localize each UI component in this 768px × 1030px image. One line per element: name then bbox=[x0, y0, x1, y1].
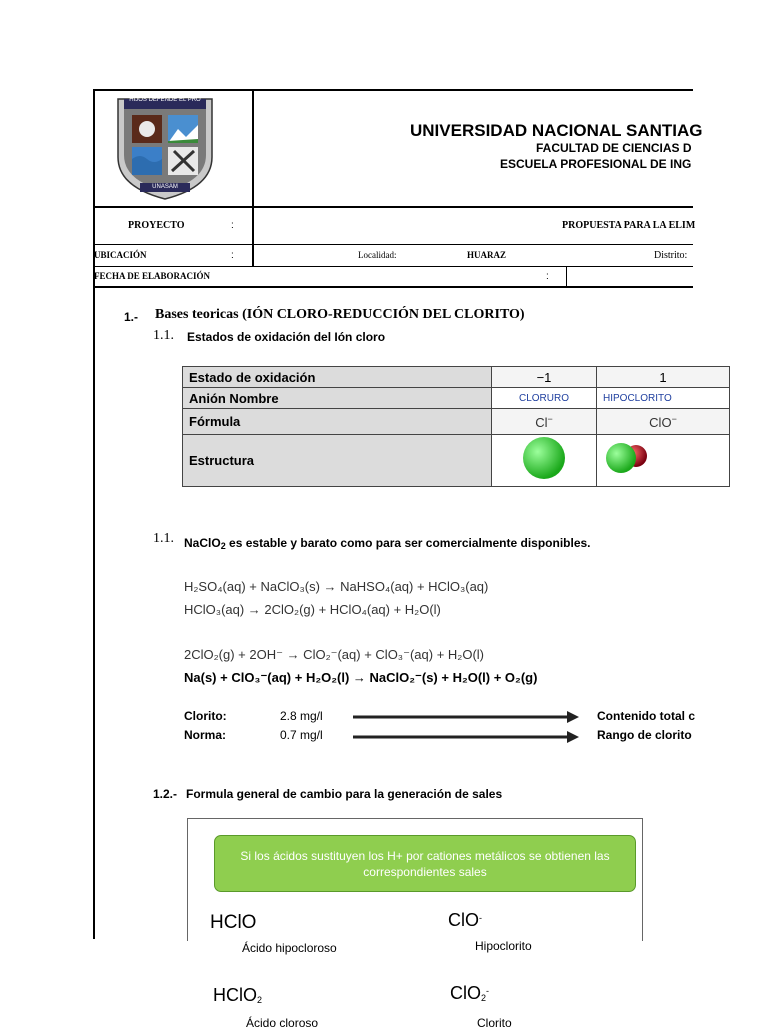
chloride-sphere bbox=[521, 435, 567, 481]
equation-4: Na(s) + ClO₃⁻(aq) + H₂O₂(l) → NaClO₂⁻(s) + H₂O(l) + O₂(g) bbox=[184, 670, 538, 685]
salt-clo-name: Hipoclorito bbox=[475, 939, 532, 953]
formula-hipoclorito bbox=[597, 409, 730, 435]
salt-clo-base: ClO bbox=[448, 910, 479, 930]
fecha-divider bbox=[566, 266, 567, 286]
ubicacion-colon: : bbox=[231, 250, 234, 261]
logo-divider bbox=[252, 89, 254, 267]
acid-hclo2-name: Ácido cloroso bbox=[246, 1016, 319, 1030]
salt-clo bbox=[448, 910, 482, 931]
equation-2: HClO₃(aq) → 2ClO₂(g) + HClO₄(aq) + H₂O(l) bbox=[184, 602, 441, 617]
label-formula: Fórmula bbox=[183, 409, 492, 435]
frame-top-border bbox=[93, 89, 693, 91]
localidad-value: HUARAZ bbox=[467, 250, 507, 260]
name-hipoclorito: HIPOCLORITO bbox=[597, 388, 730, 409]
acid-hclo2-subscript: 2 bbox=[257, 995, 263, 1005]
salt-clo2-name: Clorito bbox=[477, 1016, 512, 1030]
naclo2-subscript: 2 bbox=[220, 541, 226, 551]
school-title: ESCUELA PROFESIONAL DE ING bbox=[500, 157, 692, 171]
naclo2-description: es estable y barato como para ser comercialmente disponibles. bbox=[225, 536, 591, 550]
norma-label: Norma: bbox=[184, 728, 227, 742]
formula-cloruro-base: Cl bbox=[535, 414, 548, 430]
equation-3: 2ClO₂(g) + 2OH⁻ → ClO₂⁻(aq) + ClO₃⁻(aq) + H₂O(l) bbox=[184, 647, 484, 662]
section-naclo2-number: 1.1. bbox=[153, 531, 174, 546]
name-cloruro: CLORURO bbox=[492, 388, 597, 409]
section1-title: Bases teoricas (IÓN CLORO-REDUCCIÓN DEL CLORITO) bbox=[155, 307, 525, 322]
acid-hclo: HClO bbox=[210, 912, 257, 933]
hypochlorite-molecule bbox=[603, 438, 653, 478]
naclo2-formula: NaClO bbox=[184, 536, 221, 550]
salt-clo2-base: ClO bbox=[450, 983, 481, 1003]
salt-clo2-charge: - bbox=[486, 986, 490, 996]
faculty-title: FACULTAD DE CIENCIAS D bbox=[536, 141, 692, 155]
section1-2-title: Formula general de cambio para la generación de sales bbox=[186, 787, 503, 801]
salt-clo2-subscript: 2 bbox=[481, 993, 487, 1003]
salts-banner-text: Si los ácidos sustituyen los H+ por cationes metálicos se obtienen las correspondientes sales bbox=[240, 848, 610, 879]
oxidation-table bbox=[182, 366, 730, 487]
fecha-bottom-border bbox=[93, 286, 693, 288]
label-estado: Estado de oxidación bbox=[183, 367, 492, 388]
formula-hipoclorito-base: ClO bbox=[649, 414, 672, 430]
row-formula bbox=[183, 409, 730, 435]
acid-hclo-name: Ácido hipocloroso bbox=[242, 941, 337, 955]
formula-hipoclorito-charge: − bbox=[671, 413, 677, 424]
university-title: UNIVERSIDAD NACIONAL SANTIAG bbox=[410, 121, 703, 140]
salt-clo2 bbox=[450, 983, 489, 1004]
clorito-label: Clorito: bbox=[184, 709, 227, 723]
norma-value: 0.7 mg/l bbox=[280, 728, 323, 742]
salt-clo-charge: - bbox=[479, 913, 482, 923]
clorito-result: Contenido total c bbox=[597, 709, 695, 723]
label-anion: Anión Nombre bbox=[183, 388, 492, 409]
university-logo bbox=[114, 95, 216, 201]
acid-hclo2-base: HClO bbox=[213, 985, 257, 1005]
logo-top-text: HIJOS DEFENDE EL PRO bbox=[129, 97, 201, 103]
acid-hclo2 bbox=[213, 985, 262, 1006]
proyecto-bottom-border bbox=[93, 244, 693, 245]
row-oxidation-state bbox=[183, 367, 730, 388]
norma-result: Rango de clorito bbox=[597, 728, 692, 742]
fecha-colon: : bbox=[546, 271, 549, 282]
structure-cloruro bbox=[492, 435, 597, 487]
ubicacion-bottom-border bbox=[93, 266, 693, 267]
structure-hipoclorito bbox=[597, 435, 730, 487]
header-bottom-border bbox=[93, 206, 693, 208]
equation-1: H₂SO₄(aq) + NaClO₃(s) → NaHSO₄(aq) + HClO₃(aq) bbox=[184, 579, 489, 594]
proyecto-label: PROYECTO bbox=[128, 220, 185, 231]
clorito-value: 2.8 mg/l bbox=[280, 709, 323, 723]
state-hipoclorito: 1 bbox=[597, 367, 730, 388]
label-estructura: Estructura bbox=[183, 435, 492, 487]
section-naclo2-title bbox=[184, 536, 591, 551]
proyecto-value: PROPUESTA PARA LA ELIM bbox=[562, 220, 696, 231]
formula-cloruro-charge: − bbox=[547, 413, 553, 424]
section1-1-number: 1.1. bbox=[153, 328, 174, 343]
section1-1-title: Estados de oxidación del Ión cloro bbox=[187, 330, 386, 344]
row-anion-name bbox=[183, 388, 730, 409]
logo-bottom-text: UNASAM bbox=[152, 184, 178, 190]
section1-2-number: 1.2.- bbox=[153, 787, 178, 801]
state-cloruro: −1 bbox=[492, 367, 597, 388]
proyecto-colon: : bbox=[231, 220, 234, 231]
section1-number: 1.- bbox=[124, 310, 139, 324]
salts-banner bbox=[214, 835, 636, 892]
localidad-label: Localidad: bbox=[358, 250, 397, 260]
clorito-arrow bbox=[353, 710, 579, 724]
formula-cloruro bbox=[492, 409, 597, 435]
row-structure bbox=[183, 435, 730, 487]
frame-left-border bbox=[93, 89, 95, 939]
norma-arrow bbox=[353, 730, 579, 744]
ubicacion-label: UBICACIÓN bbox=[94, 250, 147, 260]
fecha-label: FECHA DE ELABORACIÓN bbox=[94, 271, 211, 281]
distrito-label: Distrito: bbox=[654, 250, 688, 261]
